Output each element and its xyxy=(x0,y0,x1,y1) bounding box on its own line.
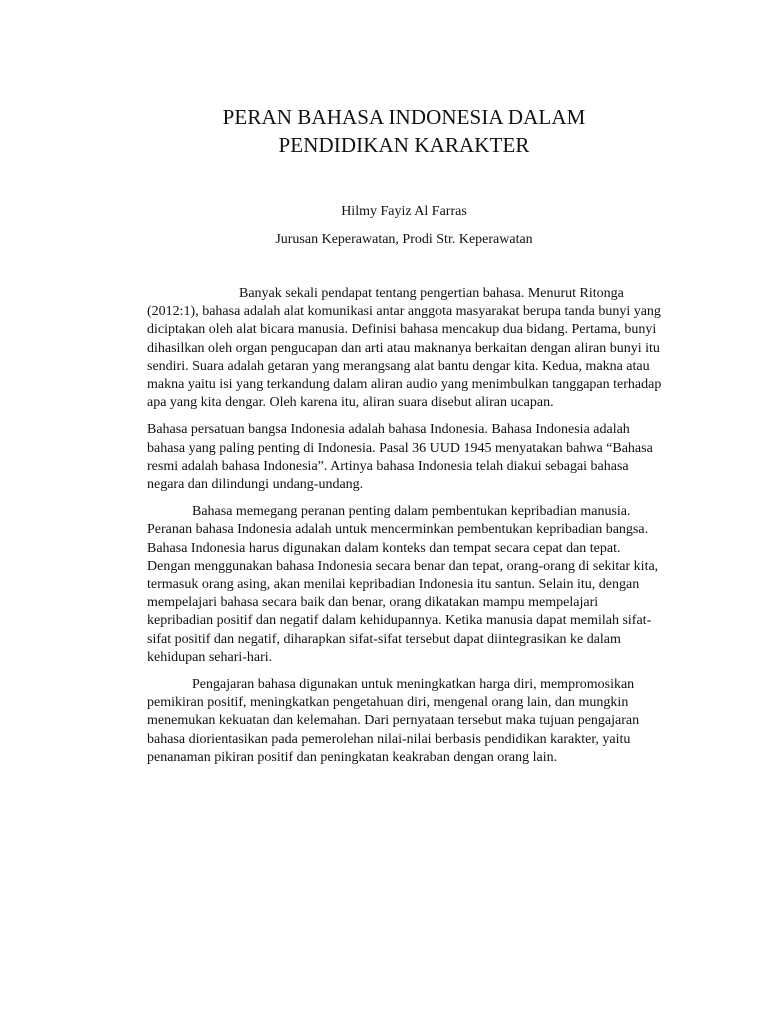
paragraph-3: Bahasa memegang peranan penting dalam pembentukan kepribadian manusia. Peranan bahasa Indonesia adalah untuk mencerminkan pembentukan kepribadian bangsa. Bahasa Indonesia harus digunakan dalam konteks dan tempat secara cepat dan tepat. Dengan menggunakan bahasa Indonesia secara benar dan tepat, orang-orang di sekitar kita, termasuk orang asing, akan menilai kepribadian Indonesia itu santun. Selain itu, dengan mempelajari bahasa secara baik dan benar, orang dikatakan mampu mempelajari kepribadian positif dan negatif dalam kehidupannya. Ketika manusia dapat memilah sifat-sifat positif dan negatif, diharapkan sifat-sifat tersebut dapat diintegrasikan ke dalam kehidupan sehari-hari. xyxy=(147,504,659,665)
document-body xyxy=(147,285,667,776)
title-line-1: PERAN BAHASA INDONESIA DALAM xyxy=(222,105,586,129)
author-affiliation: Jurusan Keperawatan, Prodi Str. Keperawatan xyxy=(275,232,533,247)
title-line-2: PENDIDIKAN KARAKTER xyxy=(278,133,530,157)
document-title xyxy=(0,103,768,159)
paragraph-4: Pengajaran bahasa digunakan untuk meningkatkan harga diri, mempromosikan pemikiran positif, meningkatkan pengetahuan diri, mengenal orang lain, dan mungkin menemukan kekuatan dan kelemahan. Dari pernyataan tersebut maka tujuan pengajaran bahasa diorientasikan pada pemerolehan nilai-nilai berbasis pendidikan karakter, yaitu penanaman pikiran positif dan peningkatan keakraban dengan orang lain. xyxy=(147,677,640,765)
paragraph-1: Banyak sekali pendapat tentang pengertian bahasa. Menurut Ritonga (2012:1), bahasa adalah alat komunikasi antar anggota masyarakat berupa tanda bunyi yang diciptakan oleh alat bicara manusia. Definisi bahasa mencakup dua bidang. Pertama, bunyi dihasilkan oleh organ pengucapan dan arti atau maknanya berkaitan dengan aliran bunyi itu sendiri. Suara adalah getaran yang merangsang alat bantu dengar kita. Kedua, makna atau makna yaitu isi yang terkandung dalam aliran audio yang menimbulkan tanggapan terhadap apa yang kita dengar. Oleh karena itu, aliran suara disebut aliran ucapan. xyxy=(147,286,662,411)
author-name: Hilmy Fayiz Al Farras xyxy=(341,204,467,219)
paragraph-2: Bahasa persatuan bangsa Indonesia adalah bahasa Indonesia. Bahasa Indonesia adalah bahasa yang paling penting di Indonesia. Pasal 36 UUD 1945 menyatakan bahwa “Bahasa resmi adalah bahasa Indonesia”. Artinya bahasa Indonesia telah diakui sebagai bahasa negara dan dilindungi undang-undang. xyxy=(147,422,653,493)
